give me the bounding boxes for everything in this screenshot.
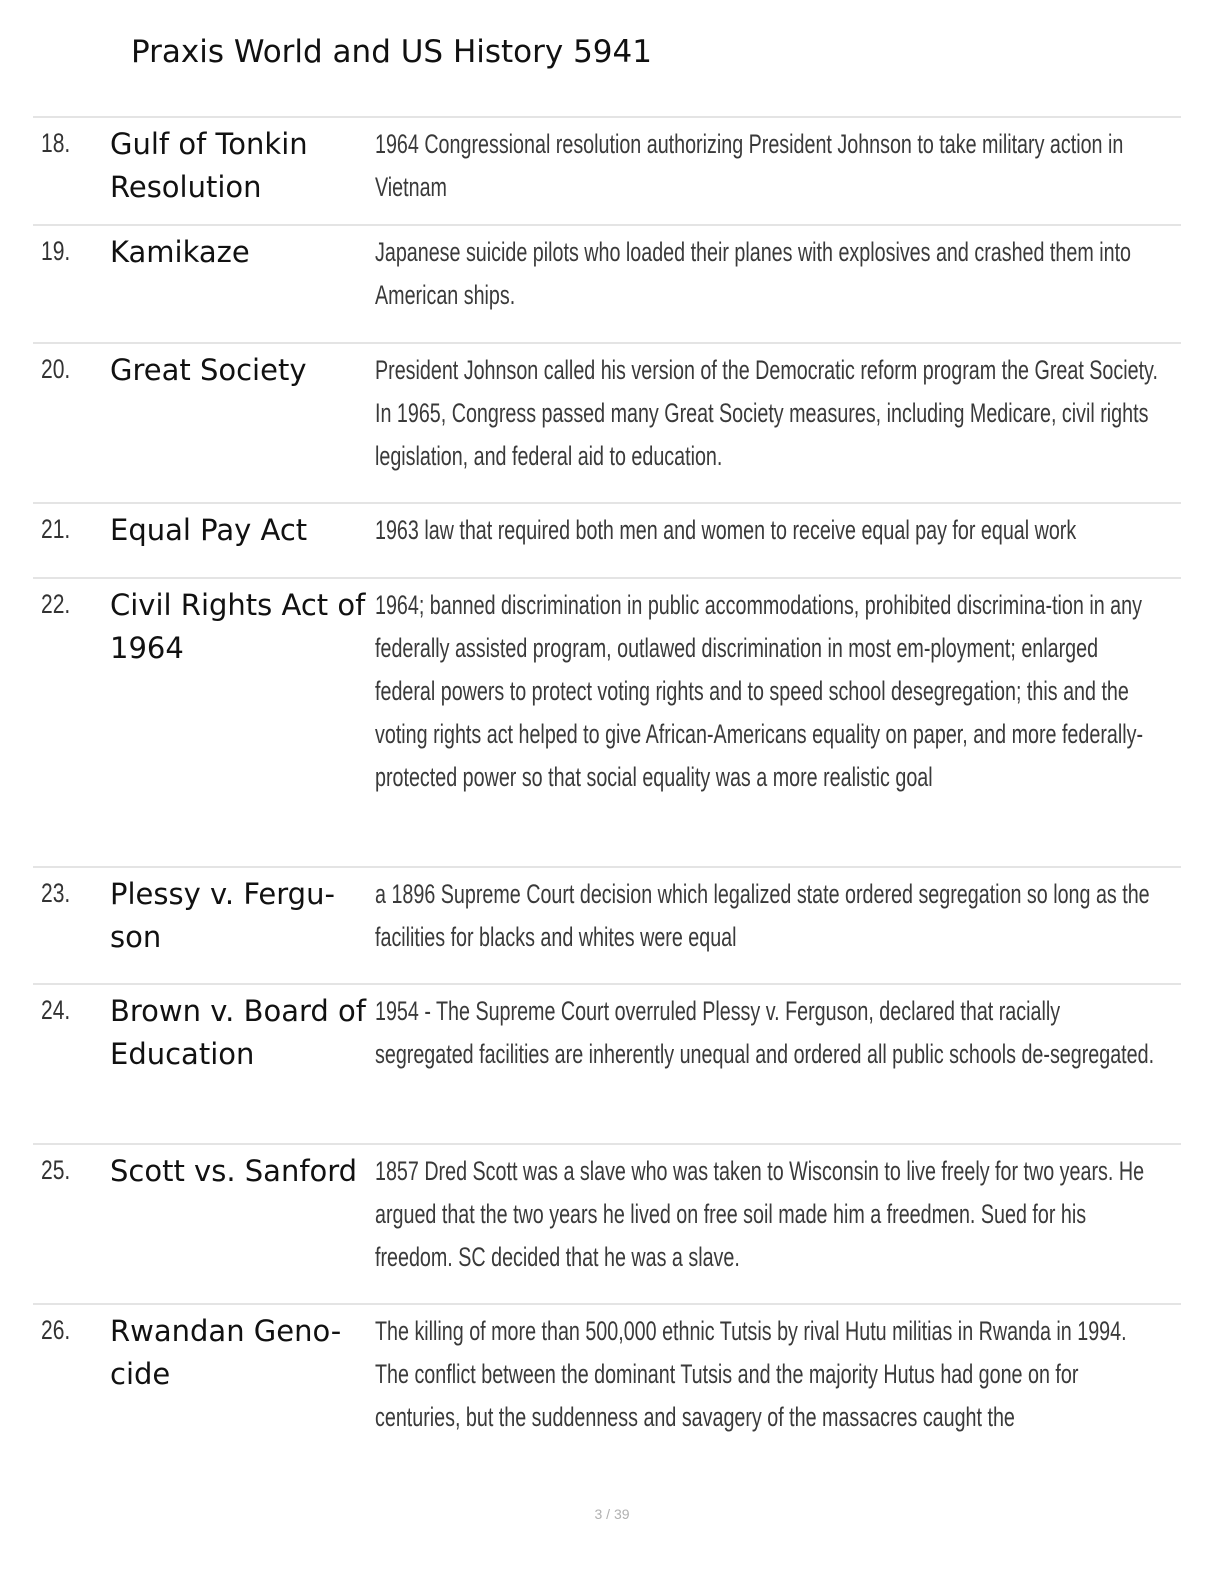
glossary-entry (33, 1143, 1181, 1303)
entry-term: Civil Rights Act of 1964 (110, 588, 366, 665)
entry-number: 22. (41, 589, 71, 619)
glossary-entry (33, 342, 1181, 502)
entry-term: Plessy v. Fergu-son (110, 877, 335, 954)
entry-definition: 1857 Dred Scott was a slave who was taken to Wisconsin to live freely for two years. He argued that the two years he lived on free soil made him a freedmen. Sued for his freedom. SC decided that he was a slave. (375, 1156, 1145, 1272)
entry-definition: 1964 Congressional resolution authorizing President Johnson to take military action in Vietnam (375, 129, 1124, 202)
glossary-entry (33, 224, 1181, 342)
glossary-entry (33, 577, 1181, 866)
entry-definition: The killing of more than 500,000 ethnic Tutsis by rival Hutu militias in Rwanda in 1994. The conflict between the dominant Tutsis and the majority Hutus had gone on for centuries, but the suddenness and savagery of the massacres caught the (375, 1316, 1127, 1432)
entry-term: Scott vs. Sanford (110, 1154, 358, 1188)
entry-number: 21. (41, 514, 71, 544)
entry-number: 18. (41, 128, 71, 158)
glossary-list (33, 116, 1181, 1453)
entry-number: 24. (41, 995, 71, 1025)
entry-number: 25. (41, 1155, 71, 1185)
glossary-entry (33, 866, 1181, 983)
entry-definition: 1954 - The Supreme Court overruled Plessy v. Ferguson, declared that racially segregated facilities are inherently unequal and ordered all public schools de-segregated. (375, 996, 1155, 1069)
entry-definition: a 1896 Supreme Court decision which legalized state ordered segregation so long as the facilities for blacks and whites were equal (375, 879, 1150, 952)
entry-number: 26. (41, 1315, 71, 1345)
entry-term: Gulf of Tonkin Resolution (110, 127, 308, 204)
glossary-entry (33, 116, 1181, 224)
entry-definition: Japanese suicide pilots who loaded their planes with explosives and crashed them into American ships. (375, 237, 1132, 310)
entry-term: Rwandan Geno-cide (110, 1314, 342, 1391)
page-title: Praxis World and US History 5941 (131, 34, 652, 70)
glossary-entry (33, 1303, 1181, 1453)
page-number: 3 / 39 (594, 1506, 630, 1522)
entry-definition: 1963 law that required both men and women to receive equal pay for equal work (375, 515, 1077, 545)
entry-number: 23. (41, 878, 71, 908)
entry-number: 19. (41, 236, 71, 266)
entry-term: Great Society (110, 353, 307, 387)
entry-definition: President Johnson called his version of the Democratic reform program the Great Society. In 1965, Congress passed many Great Society measures, including Medicare, civil rights legislation, and federal aid to education. (375, 355, 1158, 471)
glossary-entry (33, 502, 1181, 577)
entry-term: Brown v. Board of Education (110, 994, 366, 1071)
glossary-entry (33, 983, 1181, 1143)
entry-number: 20. (41, 354, 71, 384)
entry-term: Equal Pay Act (110, 513, 308, 547)
entry-definition: 1964; banned discrimination in public accommodations, prohibited discrimina-tion in any federally assisted program, outlawed discrimination in most em-ployment; enlarged federal powers to protect voting rights and to speed school desegregation; this and the voting rights act helped to give African-Americans equality on paper, and more federally-protected power so that social equality was a more realistic goal (375, 590, 1144, 792)
entry-term: Kamikaze (110, 235, 250, 269)
